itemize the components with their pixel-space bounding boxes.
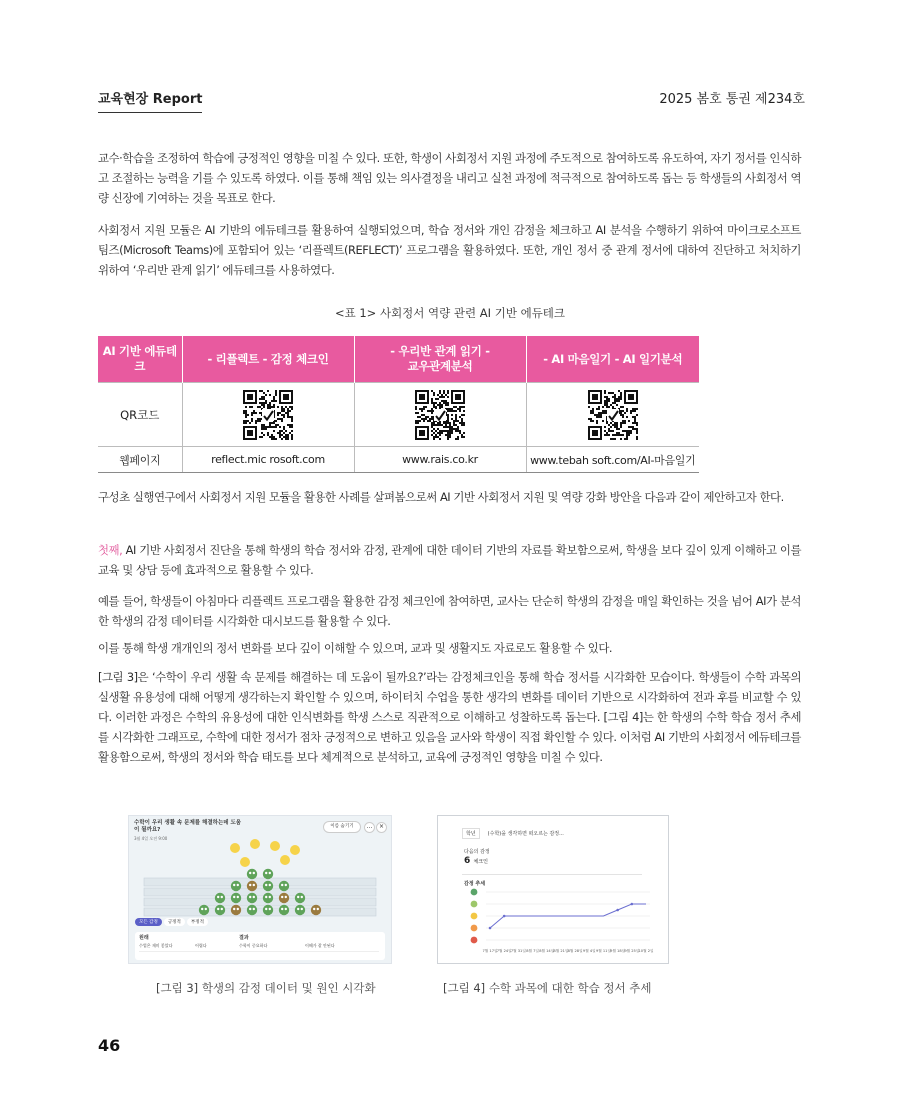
emotion-face-icon	[471, 925, 478, 932]
monster-eye	[249, 872, 251, 874]
monster-eye	[233, 896, 235, 898]
emotion-monster	[215, 893, 225, 903]
date-tick-label: 8월 28일	[567, 949, 583, 953]
table-header-cell: - 리플렉트 - 감정 체크인	[182, 336, 354, 383]
paragraph-1: 교수·학습을 조정하여 학습에 긍정적인 영향을 미칠 수 있다. 또한, 학생이 사회정서 지원 과정에 주도적으로 참여하도록 유도하여, 자기 정서를 인식하고 조절하는 능력을 기를 수 있도록 하였다. 이를 통해 책임 있는 의사결정을 내리고 실천 과정에 적극적으로 참여하도록 돕는 등 학생들의 사회정서 역량 신장에 기여하는 것을 목표로 한다.	[98, 151, 801, 205]
date-tick-label: 10월 2일	[638, 949, 654, 953]
emotion-monster	[247, 893, 257, 903]
monster-eye	[281, 908, 283, 910]
table-caption: <표 1> 사회정서 역량 관련 AI 기반 에듀테크	[334, 306, 566, 320]
web-label: 웹페이지	[98, 447, 182, 473]
prompt-filter[interactable]: (수학)을 생각하면 떠오르는 감정...	[487, 831, 564, 837]
qr-cell	[354, 383, 526, 447]
emotion-face-icon	[471, 901, 478, 908]
url-reflect[interactable]: reflect.mic rosoft.com	[182, 447, 354, 473]
monster-eye	[269, 908, 271, 910]
divider	[139, 951, 379, 952]
monster-eye	[249, 896, 251, 898]
emotion-face-icon	[471, 937, 478, 944]
monster-eye	[253, 896, 255, 898]
figure-4-screenshot	[437, 815, 669, 964]
reason-item: 이해가 잘 안된다	[305, 943, 335, 948]
emotion-monster	[295, 893, 305, 903]
url-tebah[interactable]: www.tebah soft.com/AI-마음일기	[526, 447, 699, 473]
paragraph-6: 이를 통해 학생 개개인의 정서 변화를 보다 깊이 이해할 수 있으며, 교과 및 생활지도 자료로도 활용할 수 있다.	[98, 641, 613, 655]
divider	[462, 874, 642, 875]
monster-eye	[237, 908, 239, 910]
monster-eye	[281, 884, 283, 886]
sun-emoji	[290, 845, 300, 855]
monster-eye	[285, 908, 287, 910]
checkin-question: 수학이 우리 생활 속 문제를 해결하는데 도움이 될까요?	[134, 820, 242, 833]
first-point-marker: 첫째,	[98, 543, 123, 557]
reasons-panel	[135, 932, 385, 960]
monster-eye	[205, 908, 207, 910]
monster-eye	[233, 884, 235, 886]
monster-eye	[253, 908, 255, 910]
emotion-monster	[279, 881, 289, 891]
figure-3-screenshot	[128, 815, 392, 964]
edutech-table	[98, 336, 699, 473]
sun-emoji	[250, 839, 260, 849]
emotion-monster	[247, 881, 257, 891]
table-header-cell: - 우리반 관계 읽기 - 교우관계분석	[354, 336, 526, 383]
monster-eye	[297, 908, 299, 910]
date-tick-label: 9월 25일	[624, 949, 640, 953]
reason-item: 수업은 재미 좋았다	[139, 943, 173, 948]
monster-eye	[269, 896, 271, 898]
more-icon[interactable]: …	[364, 822, 375, 833]
emotion-monster	[295, 905, 305, 915]
trend-point	[503, 915, 506, 918]
date-tick-label: 7월 17일	[482, 949, 498, 953]
monster-eye	[313, 908, 315, 910]
hide-names-button[interactable]: 이름 숨기기	[323, 821, 361, 833]
emotion-monster	[199, 905, 209, 915]
emotion-monster	[263, 905, 273, 915]
date-tick-label: 7월 24일	[496, 949, 512, 953]
monster-eye	[285, 884, 287, 886]
date-tick-label: 9월 4일	[582, 949, 596, 953]
date-tick-label: 8월 7일	[526, 949, 539, 953]
running-header-title: 교육현장 Report	[98, 88, 202, 113]
trend-point	[631, 903, 634, 906]
qr-code-reflect-icon[interactable]	[243, 390, 293, 440]
trend-point	[616, 909, 619, 912]
monster-eye	[221, 908, 223, 910]
monster-eye	[249, 908, 251, 910]
emotion-monster	[247, 905, 257, 915]
monster-eye	[269, 884, 271, 886]
paragraph-3: 구성초 실행연구에서 사회정서 지원 모듈을 활용한 사례를 살펴봄으로써 AI 기반 사회정서 지원 및 역량 강화 방안을 다음과 같이 제안하고자 한다.	[98, 490, 784, 504]
emotion-monster	[231, 881, 241, 891]
reason-item: 어렵다	[195, 943, 207, 948]
emotion-monster	[215, 905, 225, 915]
average-label: 다음의 감정	[464, 849, 490, 855]
monster-eye	[201, 908, 203, 910]
close-icon[interactable]: ×	[376, 822, 387, 833]
paragraph-7: [그림 3]은 ‘수학이 우리 생활 속 문제를 해결하는 데 도움이 될까요?’라는 감정체크인을 통해 학습 정서를 시각화한 모습이다. 학생들이 수학 과목의 실생활 유용성에 대해 어떻게 생각하는지 확인할 수 있으며, 하이터치 수업을 통한 생각의 변화를 데이터 기반으로 시각화하여 전과 후를 비교할 수 있다. 이러한 과정은 수학의 유용성에 대한 인식변화를 학생 스스로 직관적으로 이해하고 성찰하도록 돕는다. [그림 4]는 한 학생의 수학 학습 정서 추세를 시각화한 그래프로, 수학에 대한 정서가 점차 긍정적으로 변하고 있음을 교사와 학생이 직접 확인할 수 있다. 이처럼 AI 기반의 사회정서 에듀테크를 활용함으로써, 학생의 정서와 학습 태도를 보다 체계적으로 분석하고, 교육에 긍정적인 영향을 미칠 수 있다.	[98, 670, 801, 764]
monster-eye	[237, 896, 239, 898]
table-row	[98, 447, 699, 473]
date-tick-label: 9월 18일	[610, 949, 626, 953]
monster-eye	[265, 872, 267, 874]
checkin-count: 6 체크인	[464, 856, 488, 866]
monster-eye	[221, 896, 223, 898]
sun-emoji	[230, 843, 240, 853]
grade-filter[interactable]: 학년	[462, 828, 480, 839]
emotion-monster	[311, 905, 321, 915]
qr-cell	[526, 383, 699, 447]
monster-eye	[265, 884, 267, 886]
monster-eye	[301, 896, 303, 898]
filter-bar	[462, 828, 564, 839]
emotion-monsters-illustration	[129, 838, 391, 922]
checkin-date: 3월 4일 오전 9:00	[134, 836, 168, 841]
monster-eye	[217, 896, 219, 898]
paragraph-2: 사회정서 지원 모듈은 AI 기반의 에듀테크를 활용하여 실행되었으며, 학습 정서와 개인 감정을 체크하고 AI 분석을 수행하기 위하여 마이크로소프트 팀즈(Microsoft Teams)에 포함되어 있는 ‘리플렉트(REFLECT)’ 프로그램을 활용하였다. 또한, 개인 정서 중 관계 정서에 대하여 진단하고 처치하기 위하여 ‘우리반 관계 읽기’ 에듀테크를 사용하였다.	[98, 223, 801, 277]
monster-eye	[249, 884, 251, 886]
figure-3-caption: [그림 3] 학생의 감정 데이터 및 원인 시각화	[156, 981, 376, 995]
monster-eye	[301, 908, 303, 910]
emotion-monster	[263, 881, 273, 891]
sun-emoji	[270, 841, 280, 851]
figure-4-caption: [그림 4] 수학 과목에 대한 학습 정서 추세	[443, 981, 652, 995]
monster-eye	[265, 908, 267, 910]
emotion-face-icon	[471, 913, 478, 920]
monster-eye	[233, 908, 235, 910]
monster-eye	[253, 884, 255, 886]
monster-eye	[285, 896, 287, 898]
emotion-monster	[279, 893, 289, 903]
qr-code-tebah-icon[interactable]	[588, 390, 638, 440]
tab-negative[interactable]: 부정적	[187, 918, 208, 926]
emotion-monster	[263, 869, 273, 879]
date-tick-label: 7월 31일	[510, 949, 526, 953]
monster-eye	[281, 896, 283, 898]
date-tick-label: 8월 21일	[553, 949, 569, 953]
reasons-col1-header: 원래	[139, 935, 149, 941]
reason-item: 수학이 중요하다	[239, 943, 268, 948]
trend-point	[489, 927, 492, 930]
page-number: 46	[98, 1036, 121, 1055]
sun-emoji	[240, 857, 250, 867]
filter-tabs	[135, 918, 208, 926]
qr-cell	[182, 383, 354, 447]
date-tick-label: 9월 11일	[595, 949, 611, 953]
table-row	[98, 383, 699, 447]
emotion-trend-chart	[462, 888, 658, 960]
paragraph-5: 예를 들어, 학생들이 아침마다 리플렉트 프로그램을 활용한 감정 체크인에 참여하면, 교사는 단순히 학생의 감정을 매일 확인하는 것을 넘어 AI가 분석한 학생의 감정 데이터를 시각화한 대시보드를 활용할 수 있다.	[98, 594, 801, 628]
tab-positive[interactable]: 긍정적	[164, 918, 185, 926]
emotion-face-icon	[471, 889, 478, 896]
issue-number: 2025 봄호 통권 제234호	[659, 92, 805, 107]
monster-eye	[297, 896, 299, 898]
emotion-monster	[231, 905, 241, 915]
qr-code-rais-icon[interactable]	[415, 390, 465, 440]
emotion-monster	[263, 893, 273, 903]
sun-emoji	[280, 855, 290, 865]
table-header-row	[98, 336, 699, 383]
monster-eye	[265, 896, 267, 898]
emotion-monster	[231, 893, 241, 903]
monster-eye	[317, 908, 319, 910]
monster-eye	[237, 884, 239, 886]
emotion-monster	[247, 869, 257, 879]
paragraph-4	[98, 540, 801, 580]
date-tick-label: 8월 14일	[539, 949, 555, 953]
table-header-cell: AI 기반 에듀테크	[98, 336, 182, 383]
reasons-col2-header: 결과	[239, 935, 249, 941]
monster-eye	[269, 872, 271, 874]
table-header-cell: - AI 마음일기 - AI 일기분석	[526, 336, 699, 383]
qr-label: QR코드	[98, 383, 182, 447]
emotion-monster	[279, 905, 289, 915]
trend-title: 감정 추세	[464, 881, 486, 887]
paragraph-4-text: AI 기반 사회정서 진단을 통해 학생의 학습 정서와 감정, 관계에 대한 데이터 기반의 자료를 확보함으로써, 학생을 보다 깊이 있게 이해하고 이를 교육 및 상담 등에 효과적으로 활용할 수 있다.	[98, 543, 801, 577]
monster-eye	[217, 908, 219, 910]
monster-eye	[253, 872, 255, 874]
url-rais[interactable]: www.rais.co.kr	[354, 447, 526, 473]
tab-all[interactable]: 모든 감정	[135, 918, 162, 926]
